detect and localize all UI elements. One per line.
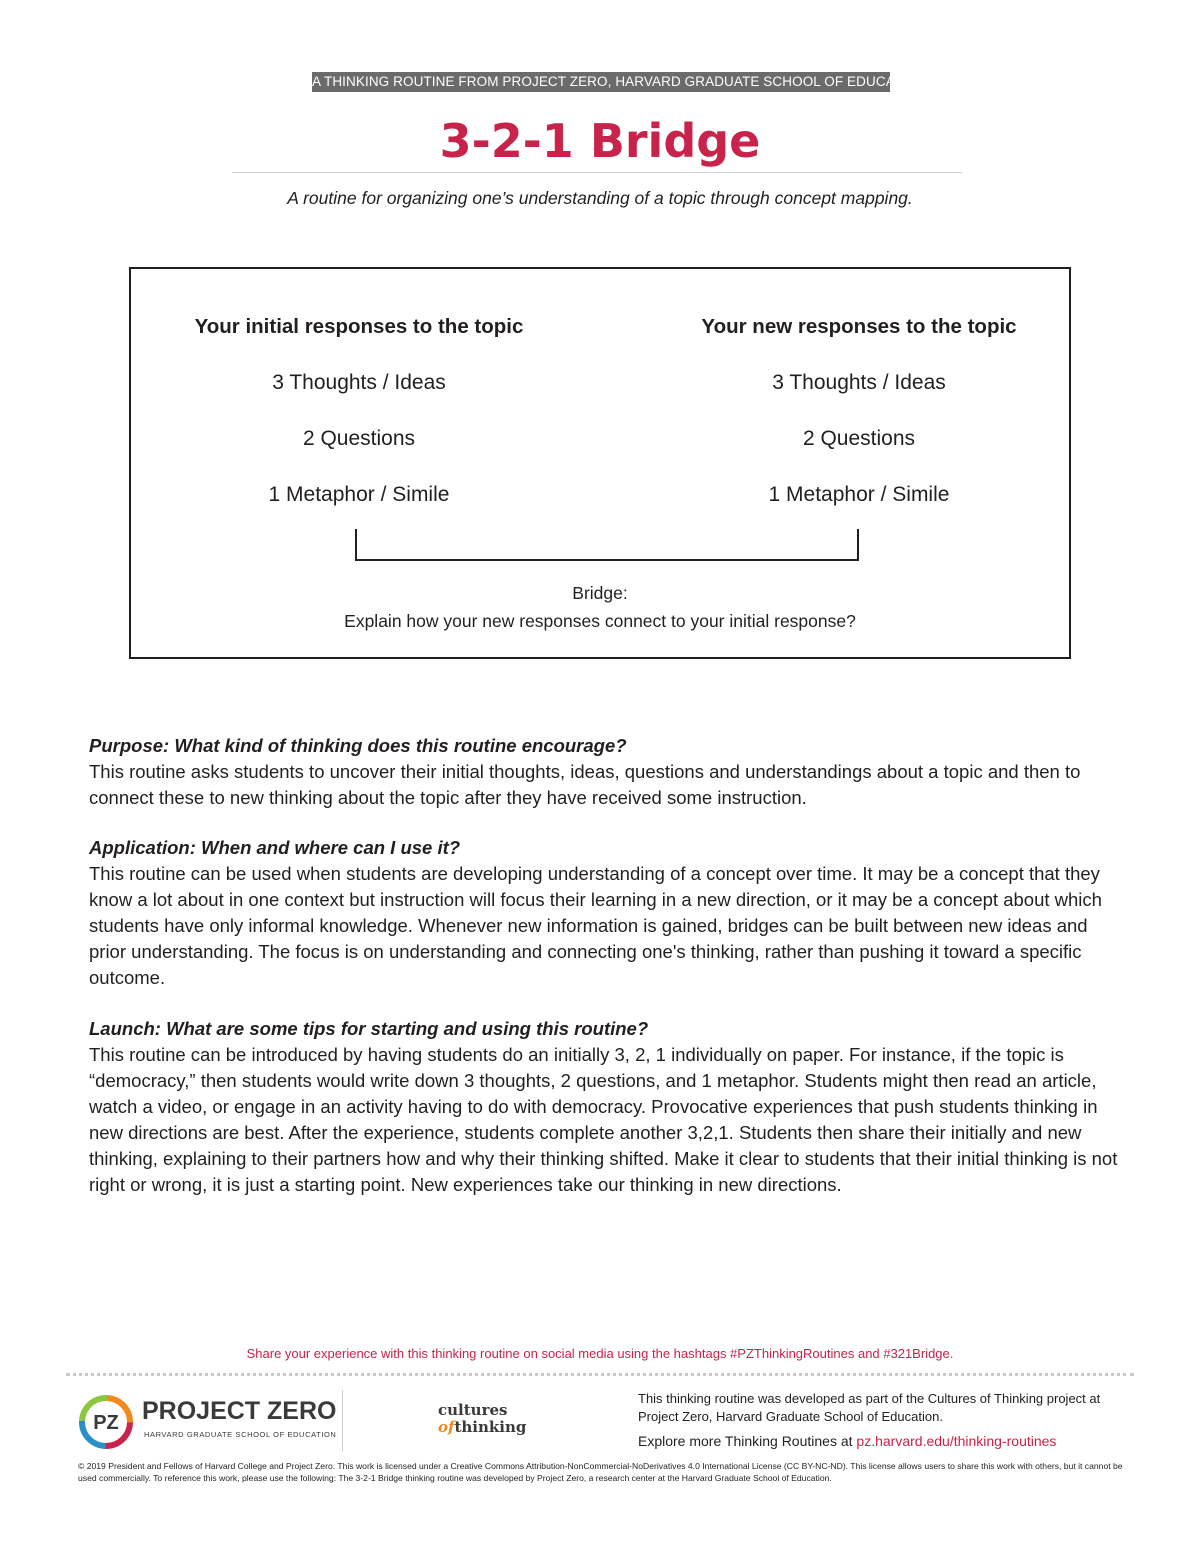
title-divider (232, 172, 962, 173)
application-body: This routine can be used when students are developing understanding of a concept over time. It may be a concept that they know a lot about in one context but instruction will focus their learning in a new direction, or it may be a concept about which students have only informal knowledge. Whenever new information is gained, bridges can be built between new ideas and prior understanding. The focus is on understanding and connecting one's thinking, rather than pushing it toward a specific outcome. (89, 863, 1102, 988)
initial-thoughts-item: 3 Thoughts / Ideas (272, 371, 446, 394)
bridge-diagram (129, 267, 1071, 659)
new-responses-heading: Your new responses to the topic (701, 315, 1017, 338)
cot-of: of (438, 1418, 455, 1436)
purpose-section (89, 733, 1119, 811)
initial-questions-item: 2 Questions (302, 427, 416, 450)
launch-body: This routine can be introduced by having students do an initially 3, 2, 1 individually on paper. For instance, if the topic is “democracy,” then students would write down 3 thoughts, 2 questions, and 1 metaphor. Students might then read an article, watch a video, or engage in an activity having to do with democracy. Provocative experiences that push students thinking in new directions are best. After the experience, students complete another 3,2,1. Students then share their initially and new thinking, explaining to their partners how and why their thinking shifted. Make it clear to students that their initial thinking is not right or wrong, it is just a starting point. New experiences take our thinking in new directions. (89, 1044, 1118, 1195)
logo-divider (342, 1390, 343, 1452)
application-section (89, 835, 1119, 991)
about-text: This thinking routine was developed as part of the Cultures of Thinking project at Project Zero, Harvard Graduate School of Education. (638, 1391, 1101, 1424)
launch-question: Launch: What are some tips for starting and using this routine? (89, 1018, 649, 1039)
new-questions-item: 2 Questions (802, 427, 916, 450)
purpose-question: Purpose: What kind of thinking does this routine encourage? (89, 735, 627, 756)
cot-thinking: thinking (454, 1418, 527, 1436)
pz-mark-text: PZ (93, 1412, 119, 1434)
project-zero-subtitle: HARVARD GRADUATE SCHOOL OF EDUCATION (144, 1430, 337, 1439)
page-subtitle: A routine for organizing one’s understanding of a topic through concept mapping. (287, 188, 913, 208)
initial-responses-heading: Your initial responses to the topic (194, 315, 524, 338)
bridge-bracket (355, 529, 859, 561)
bridge-prompt: Explain how your new responses connect to your initial response? (344, 611, 856, 631)
initial-metaphor-item: 1 Metaphor / Simile (268, 483, 450, 506)
share-line: Share your experience with this thinking routine on social media using the hashtags #PZThinkingRoutines and #321Bridge. (246, 1346, 954, 1361)
copyright-text: © 2019 President and Fellows of Harvard College and Project Zero. This work is licensed under a Creative Commons Attribution-NonCommercial-NoDerivatives 4.0 International License (CC BY-NC-ND). This license allows users to share this work with others, but it cannot be used commercially. To reference this work, please use the following: The 3-2-1 Bridge thinking routine was developed by Project Zero, a research center at the Harvard Graduate School of Education. (78, 1461, 1123, 1483)
cultures-of-thinking-logo (438, 1402, 548, 1442)
new-thoughts-item: 3 Thoughts / Ideas (772, 371, 946, 394)
new-metaphor-item: 1 Metaphor / Simile (768, 483, 950, 506)
project-zero-logo (78, 1394, 338, 1450)
project-zero-name: PROJECT ZERO (142, 1397, 337, 1425)
new-responses-column (649, 313, 1069, 537)
bridge-label: Bridge: (572, 583, 628, 603)
explore-link[interactable]: pz.harvard.edu/thinking-routines (856, 1433, 1057, 1449)
application-question: Application: When and where can I use it? (89, 837, 461, 858)
launch-section (89, 1016, 1119, 1198)
cot-line2 (438, 1418, 526, 1436)
cot-line1: cultures (438, 1401, 508, 1419)
page-title: 3-2-1 Bridge (439, 114, 761, 168)
purpose-body: This routine asks students to uncover their initial thoughts, ideas, questions and understandings about a topic and then to connect these to new thinking about the topic after they have received some instruction. (89, 761, 1081, 808)
initial-responses-column (149, 313, 569, 537)
header-banner: A THINKING ROUTINE FROM PROJECT ZERO, HARVARD GRADUATE SCHOOL OF EDUCATION (312, 72, 890, 92)
explore-line (638, 1431, 1158, 1451)
pz-circle-icon (78, 1394, 134, 1450)
explore-prefix: Explore more Thinking Routines at (638, 1433, 857, 1449)
dotted-divider (66, 1373, 1134, 1376)
